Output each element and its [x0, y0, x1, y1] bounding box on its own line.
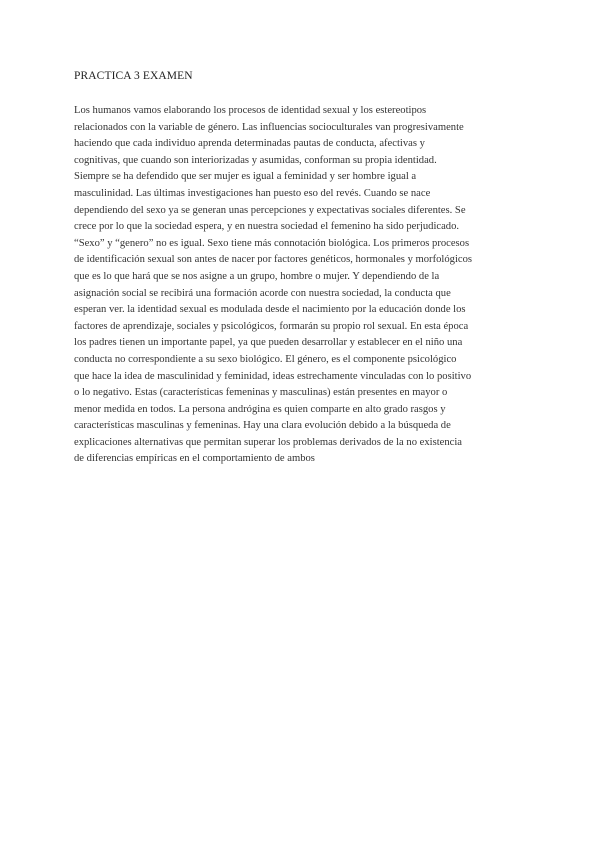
body-line: “Sexo” y “genero” no es igual. Sexo tiene más connotación biológica. Los primeros procesos: [74, 237, 470, 249]
body-line: conducta no correspondiente a su sexo biológico. El género, es el componente psicológico: [74, 353, 457, 365]
body-line: los padres tienen un importante papel, ya que pueden desarrollar y establecer en el niño una: [74, 337, 463, 349]
body-line: de diferencias empíricas en el comportamiento de ambos: [74, 453, 315, 465]
body-line: características masculinas y femeninas. Hay una clara evolución debido a la búsqueda de: [74, 420, 451, 432]
body-line: dependiendo del sexo ya se generan unas percepciones y expectativas sociales diferentes. Se: [74, 204, 466, 216]
body-line: menor medida en todos. La persona andrógina es quien comparte en alto grado rasgos y: [74, 403, 446, 415]
body-line: de identificación sexual son antes de nacer por factores genéticos, hormonales y morfológicos: [74, 254, 473, 266]
body-line: esperan ver. la identidad sexual es modulada desde el nacimiento por la educación donde los: [74, 304, 466, 316]
body-line: que hace la idea de masculinidad y feminidad, ideas estrechamente vinculadas con lo positivo: [74, 370, 472, 382]
body-line: crece por lo que la sociedad espera, y en nuestra sociedad el femenino ha sido perjudicado.: [74, 221, 460, 233]
body-line: relacionados con la variable de género. Las influencias socioculturales van progresivamente: [74, 121, 464, 133]
body-line: o lo negativo. Estas (características femeninas y masculinas) están presentes en mayor o: [74, 387, 448, 399]
body-line: Los humanos vamos elaborando los procesos de identidad sexual y los estereotipos: [74, 105, 427, 116]
body-line: haciendo que cada individuo aprenda determinadas pautas de conducta, afectivas y: [74, 138, 425, 150]
body-line: explicaciones alternativas que permitan superar los problemas derivados de la no existencia: [74, 436, 463, 448]
body-line: cognitivas, que cuando son interiorizadas y asumidas, conforman su propia identidad.: [74, 154, 437, 166]
body-line: masculinidad. Las últimas investigaciones han puesto eso del revés. Cuando se nace: [74, 187, 431, 199]
body-line: Siempre se ha defendido que ser mujer es igual a feminidad y ser hombre igual a: [74, 171, 417, 183]
document-body: [74, 103, 526, 468]
document-title: PRACTICA 3 EXAMEN: [74, 70, 193, 82]
body-line: asignación social se recibirá una formación acorde con nuestra sociedad, la conducta que: [74, 287, 451, 299]
body-line: factores de aprendizaje, sociales y psicológicos, formarán su propio rol sexual. En esta época: [74, 320, 469, 332]
body-line: que es lo que hará que se nos asigne a un grupo, hombre o mujer. Y dependiendo de la: [74, 270, 440, 282]
